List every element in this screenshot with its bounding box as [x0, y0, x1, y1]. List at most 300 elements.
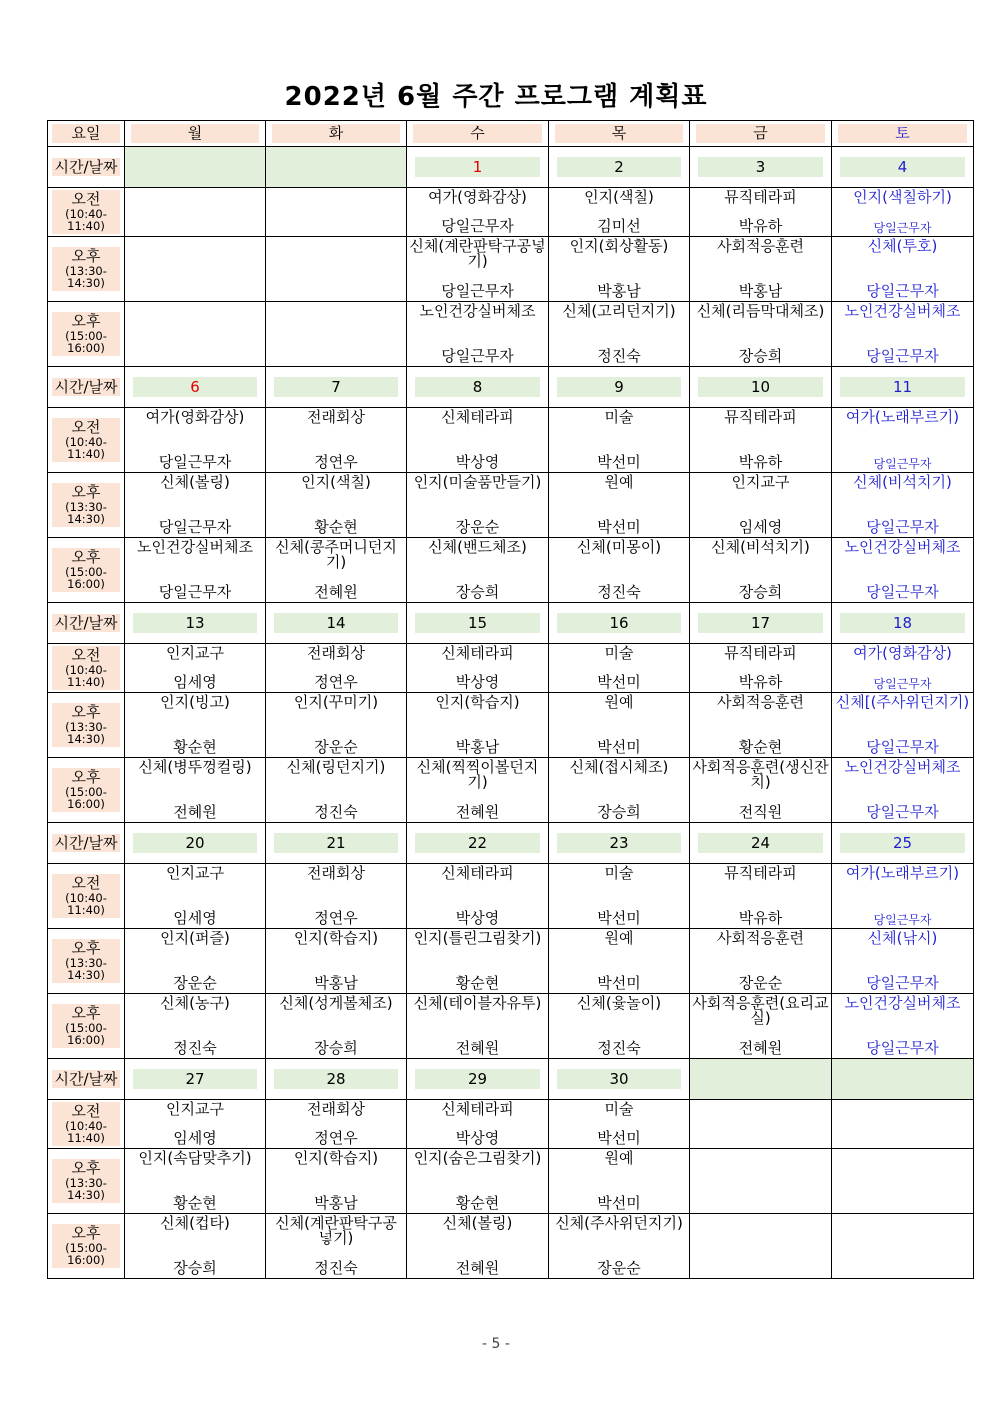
program-cell [407, 758, 549, 823]
program-cell [125, 693, 266, 758]
date-number: 8 [415, 377, 540, 397]
program-activity: 신체(밴드체조) [428, 538, 527, 556]
date-cell [407, 603, 549, 644]
program-cell [832, 929, 974, 994]
program-cell [832, 188, 974, 237]
time-slot-row [48, 1214, 974, 1279]
date-number: 9 [557, 377, 681, 397]
time-slot-row [48, 302, 974, 367]
program-staff: 박선미 [597, 909, 641, 927]
program-staff: 당일근무자 [866, 974, 939, 992]
time-slot-label [52, 548, 120, 591]
program-cell [266, 188, 407, 237]
date-row-label-cell [48, 603, 125, 644]
program-activity: 신체(농구) [160, 994, 230, 1012]
date-number: 20 [133, 833, 257, 853]
date-number: 30 [557, 1069, 681, 1089]
program-cell [549, 644, 690, 693]
date-cell [266, 367, 407, 408]
program-cell [549, 1214, 690, 1279]
time-slot-time: (13:30-14:30) [65, 499, 107, 526]
program-activity: 인지(틀린그림찾기) [413, 929, 542, 947]
date-number: 24 [698, 833, 823, 853]
program-cell [549, 302, 690, 367]
date-number: 1 [415, 157, 540, 177]
date-cell [125, 147, 266, 188]
time-slot-row [48, 644, 974, 693]
program-activity: 전래회상 [307, 1100, 365, 1118]
program-cell [832, 1100, 974, 1149]
program-cell [549, 188, 690, 237]
program-activity: 미술 [604, 644, 634, 662]
page-title: 2022년 6월 주간 프로그램 계획표 [284, 82, 708, 112]
weekday-label: 월 [131, 124, 259, 143]
program-cell [266, 1149, 407, 1214]
time-slot-label-cell [48, 644, 125, 693]
date-row-label: 시간/날짜 [52, 614, 120, 633]
program-staff: 당일근무자 [873, 221, 932, 235]
time-slot-label [52, 703, 120, 746]
program-staff: 당일근무자 [873, 677, 932, 691]
date-row [48, 367, 974, 408]
program-activity: 신체(콩주머니던지기) [275, 538, 397, 571]
program-staff: 황순현 [738, 738, 783, 756]
program-staff: 당일근무자 [866, 518, 939, 536]
program-cell [125, 994, 266, 1059]
program-staff: 박상영 [455, 673, 500, 691]
program-cell [125, 473, 266, 538]
program-cell [266, 538, 407, 603]
program-activity: 사회적응훈련 [717, 693, 804, 711]
date-cell [266, 147, 407, 188]
program-cell [266, 864, 407, 929]
program-staff: 박선미 [597, 453, 641, 471]
time-slot-label-cell [48, 864, 125, 929]
program-activity: 신체테라피 [441, 644, 514, 662]
time-slot-label-cell [48, 302, 125, 367]
time-slot-time: (13:30-14:30) [65, 1175, 107, 1202]
program-activity: 신체(고리던지기) [562, 302, 676, 320]
date-cell [266, 1059, 407, 1100]
program-activity: 신체(주사위던지기) [555, 1214, 683, 1232]
program-cell [266, 302, 407, 367]
program-staff: 정진숙 [314, 803, 358, 821]
date-cell [407, 823, 549, 864]
weekday-label: 금 [696, 124, 825, 143]
date-cell [549, 823, 690, 864]
program-cell [549, 929, 690, 994]
program-activity: 인지교구 [731, 473, 790, 491]
date-number: 18 [840, 613, 965, 633]
program-activity: 신체(성게볼체조) [279, 994, 393, 1012]
program-cell [549, 758, 690, 823]
program-activity: 신체(낚시) [867, 929, 938, 947]
weekday-label: 화 [272, 124, 400, 143]
time-slot-name: 오후 [71, 703, 101, 722]
date-number: 13 [133, 613, 257, 633]
program-activity: 신체(테이블자유투) [413, 994, 542, 1012]
time-slot-name: 오후 [71, 483, 101, 502]
program-cell [690, 302, 832, 367]
date-row-label: 시간/날짜 [52, 158, 120, 177]
date-number: 17 [698, 613, 823, 633]
program-cell [407, 188, 549, 237]
program-staff: 당일근무자 [866, 738, 939, 756]
program-activity: 신체(볼링) [160, 473, 230, 491]
program-cell [549, 408, 690, 473]
date-row [48, 147, 974, 188]
program-activity: 전래회상 [307, 864, 365, 882]
date-number: 10 [698, 377, 823, 397]
program-cell [407, 538, 549, 603]
program-cell [690, 1149, 832, 1214]
time-slot-row [48, 1100, 974, 1149]
program-staff: 장운순 [314, 738, 358, 756]
date-number: 22 [415, 833, 540, 853]
program-activity: 신체(찍찍이볼던지기) [416, 758, 539, 791]
date-cell [407, 147, 549, 188]
time-slot-label-cell [48, 1100, 125, 1149]
time-slot-label [52, 483, 120, 526]
date-cell [125, 603, 266, 644]
program-staff: 정진숙 [597, 1039, 641, 1057]
program-activity: 전래회상 [307, 408, 365, 426]
program-cell [407, 994, 549, 1059]
date-cell [125, 367, 266, 408]
program-cell [690, 994, 832, 1059]
date-number: 7 [274, 377, 398, 397]
program-cell [549, 994, 690, 1059]
date-cell [125, 1059, 266, 1100]
page-number: - 5 - [482, 1336, 510, 1352]
program-cell [407, 408, 549, 473]
time-slot-row [48, 1149, 974, 1214]
program-cell [266, 408, 407, 473]
date-cell [407, 367, 549, 408]
program-cell [549, 864, 690, 929]
program-activity: 인지(빙고) [160, 693, 230, 711]
time-slot-name: 오전 [71, 874, 101, 893]
program-activity: 뮤직테라피 [724, 188, 797, 206]
program-activity: 노인건강실버체조 [844, 538, 961, 556]
program-staff: 장운순 [597, 1259, 641, 1277]
program-cell [125, 408, 266, 473]
program-cell [125, 864, 266, 929]
date-cell [690, 603, 832, 644]
program-activity: 신체(계란판탁구공넣기) [275, 1214, 397, 1247]
program-cell [407, 864, 549, 929]
program-cell [407, 1214, 549, 1279]
date-cell [690, 823, 832, 864]
program-activity: 신체(계란판탁구공넣기) [409, 237, 546, 270]
program-cell [125, 1214, 266, 1279]
date-cell [266, 603, 407, 644]
program-cell [407, 693, 549, 758]
time-slot-name: 오전 [71, 190, 101, 209]
program-staff: 당일근무자 [158, 583, 232, 601]
program-staff: 장승희 [173, 1259, 217, 1277]
program-cell [832, 864, 974, 929]
program-cell [125, 188, 266, 237]
program-cell [690, 473, 832, 538]
time-slot-row [48, 408, 974, 473]
program-activity: 인지(회상활동) [569, 237, 669, 255]
time-slot-label [52, 939, 120, 982]
program-activity: 인지(색칠하기) [853, 188, 952, 206]
program-activity: 인지(학습지) [293, 1149, 379, 1167]
program-staff: 황순현 [314, 518, 358, 536]
program-cell [266, 929, 407, 994]
time-slot-name: 오후 [71, 1224, 101, 1243]
date-cell [832, 823, 974, 864]
weekday-header-label-cell [48, 121, 125, 147]
time-slot-time: (15:00-16:00) [65, 1240, 107, 1267]
program-cell [266, 1100, 407, 1149]
time-slot-label-cell [48, 538, 125, 603]
program-activity: 노인건강실버체조 [419, 302, 536, 320]
program-cell [690, 538, 832, 603]
weekday-header-cell [266, 121, 407, 147]
time-slot-name: 오후 [71, 1159, 101, 1178]
program-cell [832, 408, 974, 473]
time-slot-time: (10:40-11:40) [65, 1118, 107, 1145]
program-activity: 사회적응훈련 [717, 237, 804, 255]
program-cell [125, 644, 266, 693]
program-cell [832, 758, 974, 823]
date-number: 21 [274, 833, 398, 853]
program-cell [549, 473, 690, 538]
time-slot-row [48, 864, 974, 929]
program-cell [832, 693, 974, 758]
program-cell [832, 473, 974, 538]
program-activity: 신체(윷놀이) [576, 994, 662, 1012]
program-cell [690, 758, 832, 823]
time-slot-label [52, 190, 120, 233]
program-activity: 여가(영화감상) [853, 644, 952, 662]
program-staff: 박홍남 [314, 974, 358, 992]
program-staff: 박유하 [738, 909, 783, 927]
program-cell [690, 408, 832, 473]
program-activity: 인지(색칠) [584, 188, 654, 206]
program-staff: 전혜원 [455, 1039, 500, 1057]
program-staff: 정연우 [314, 909, 358, 927]
time-slot-label [52, 312, 120, 355]
program-cell [266, 1214, 407, 1279]
program-cell [125, 1149, 266, 1214]
date-number: 15 [415, 613, 540, 633]
date-number: 16 [557, 613, 681, 633]
date-cell [407, 1059, 549, 1100]
program-cell [690, 644, 832, 693]
program-activity: 뮤직테라피 [724, 864, 797, 882]
program-activity: 전래회상 [307, 644, 365, 662]
program-cell [125, 302, 266, 367]
date-row-label-cell [48, 367, 125, 408]
time-slot-row [48, 758, 974, 823]
program-activity: 사회적응훈련(요리교실) [692, 994, 829, 1027]
program-staff: 전혜원 [314, 583, 358, 601]
program-activity: 인지(미술품만들기) [413, 473, 542, 491]
date-row [48, 823, 974, 864]
program-cell [832, 237, 974, 302]
program-staff: 장운순 [173, 974, 217, 992]
program-staff: 박상영 [455, 453, 500, 471]
program-cell [266, 758, 407, 823]
program-activity: 여가(영화감상) [145, 408, 245, 426]
time-slot-row [48, 188, 974, 237]
program-staff: 정진숙 [597, 347, 641, 365]
time-slot-time: (15:00-16:00) [65, 784, 107, 811]
program-activity: 신체(투호) [867, 237, 938, 255]
program-staff: 정연우 [314, 453, 358, 471]
program-activity: 노인건강실버체조 [137, 538, 253, 556]
date-cell [266, 823, 407, 864]
time-slot-name: 오전 [71, 418, 101, 437]
program-activity: 신체(리듬막대체조) [696, 302, 825, 320]
date-number: 2 [557, 157, 681, 177]
time-slot-name: 오후 [71, 548, 101, 567]
program-staff: 당일근무자 [866, 583, 939, 601]
program-cell [549, 693, 690, 758]
date-row-label-cell [48, 1059, 125, 1100]
time-slot-name: 오전 [71, 646, 101, 665]
date-row-label: 시간/날짜 [52, 378, 120, 397]
program-activity: 인지(퍼즐) [160, 929, 230, 947]
date-number: 14 [274, 613, 398, 633]
time-slot-row [48, 693, 974, 758]
program-cell [549, 1100, 690, 1149]
program-cell [407, 1149, 549, 1214]
time-slot-label [52, 646, 120, 689]
program-activity: 신체테라피 [441, 864, 514, 882]
program-cell [832, 644, 974, 693]
weekday-header-cell [690, 121, 832, 147]
program-staff: 당일근무자 [866, 803, 939, 821]
date-cell [832, 603, 974, 644]
program-cell [407, 929, 549, 994]
time-slot-time: (15:00-16:00) [65, 564, 107, 591]
weekday-header-label: 요일 [52, 124, 120, 143]
program-activity: 여가(영화감상) [428, 188, 527, 206]
program-cell [690, 929, 832, 994]
weekday-header-cell [407, 121, 549, 147]
program-staff: 정연우 [314, 1129, 358, 1147]
program-activity: 뮤직테라피 [724, 408, 797, 426]
program-staff: 전혜원 [455, 803, 500, 821]
program-cell [832, 302, 974, 367]
date-row-label: 시간/날짜 [52, 834, 120, 853]
program-staff: 당일근무자 [158, 453, 232, 471]
time-slot-time: (13:30-14:30) [65, 719, 107, 746]
program-staff: 박상영 [455, 909, 500, 927]
program-activity: 여가(노래부르기) [845, 864, 960, 882]
program-cell [549, 237, 690, 302]
program-cell [125, 929, 266, 994]
weekday-header-cell [125, 121, 266, 147]
program-staff: 황순현 [455, 1194, 500, 1212]
program-staff: 당일근무자 [873, 457, 932, 471]
program-staff: 임세영 [173, 909, 217, 927]
program-activity: 원예 [604, 693, 634, 711]
date-cell [832, 147, 974, 188]
time-slot-label [52, 1224, 120, 1267]
program-activity: 노인건강실버체조 [844, 758, 961, 776]
program-cell [407, 302, 549, 367]
weekday-label: 토 [838, 124, 967, 143]
program-cell [549, 538, 690, 603]
program-cell [125, 237, 266, 302]
program-cell [266, 693, 407, 758]
program-activity: 여가(노래부르기) [845, 408, 960, 426]
time-slot-time: (10:40-11:40) [65, 206, 107, 233]
program-activity: 신체테라피 [441, 1100, 514, 1118]
program-staff: 당일근무자 [866, 1039, 939, 1057]
program-staff: 김미선 [597, 217, 641, 235]
program-activity: 신체(비석치기) [711, 538, 810, 556]
program-cell [125, 538, 266, 603]
date-number: 23 [557, 833, 681, 853]
program-cell [832, 994, 974, 1059]
time-slot-label-cell [48, 408, 125, 473]
program-activity: 미술 [604, 1100, 634, 1118]
program-cell [266, 644, 407, 693]
time-slot-label [52, 247, 120, 290]
program-activity: 신체(비석치기) [853, 473, 952, 491]
program-staff: 박선미 [597, 738, 641, 756]
date-number: 11 [840, 377, 965, 397]
program-activity: 미술 [604, 864, 634, 882]
program-cell [832, 1149, 974, 1214]
program-activity: 신체(컵타) [160, 1214, 230, 1232]
program-staff: 박선미 [597, 974, 641, 992]
program-staff: 박선미 [597, 518, 641, 536]
date-cell [549, 367, 690, 408]
weekday-header-row [48, 121, 974, 147]
program-staff: 장승희 [597, 803, 641, 821]
program-activity: 신체테라피 [441, 408, 514, 426]
time-slot-time: (15:00-16:00) [65, 328, 107, 355]
program-staff: 임세영 [173, 1129, 217, 1147]
program-schedule-table [47, 120, 974, 1279]
program-staff: 장운순 [738, 974, 783, 992]
program-activity: 원예 [604, 1149, 634, 1167]
program-activity: 미술 [604, 408, 634, 426]
program-activity: 인지(색칠) [301, 473, 371, 491]
time-slot-label-cell [48, 758, 125, 823]
date-number: 28 [274, 1069, 398, 1089]
date-row-label-cell [48, 147, 125, 188]
time-slot-row [48, 994, 974, 1059]
date-number: 6 [133, 377, 257, 397]
program-staff: 장승희 [738, 347, 783, 365]
program-staff: 박홍남 [455, 738, 500, 756]
program-staff: 박홍남 [314, 1194, 358, 1212]
time-slot-row [48, 237, 974, 302]
time-slot-time: (10:40-11:40) [65, 890, 107, 917]
date-number: 4 [840, 157, 965, 177]
time-slot-label-cell [48, 1214, 125, 1279]
date-cell [125, 823, 266, 864]
program-staff: 박상영 [455, 1129, 500, 1147]
program-staff: 박선미 [597, 1194, 641, 1212]
program-staff: 정진숙 [314, 1259, 358, 1277]
program-cell [690, 864, 832, 929]
program-staff: 박선미 [597, 673, 641, 691]
date-cell [832, 1059, 974, 1100]
time-slot-row [48, 929, 974, 994]
program-staff: 당일근무자 [866, 282, 939, 300]
time-slot-time: (15:00-16:00) [65, 1020, 107, 1047]
